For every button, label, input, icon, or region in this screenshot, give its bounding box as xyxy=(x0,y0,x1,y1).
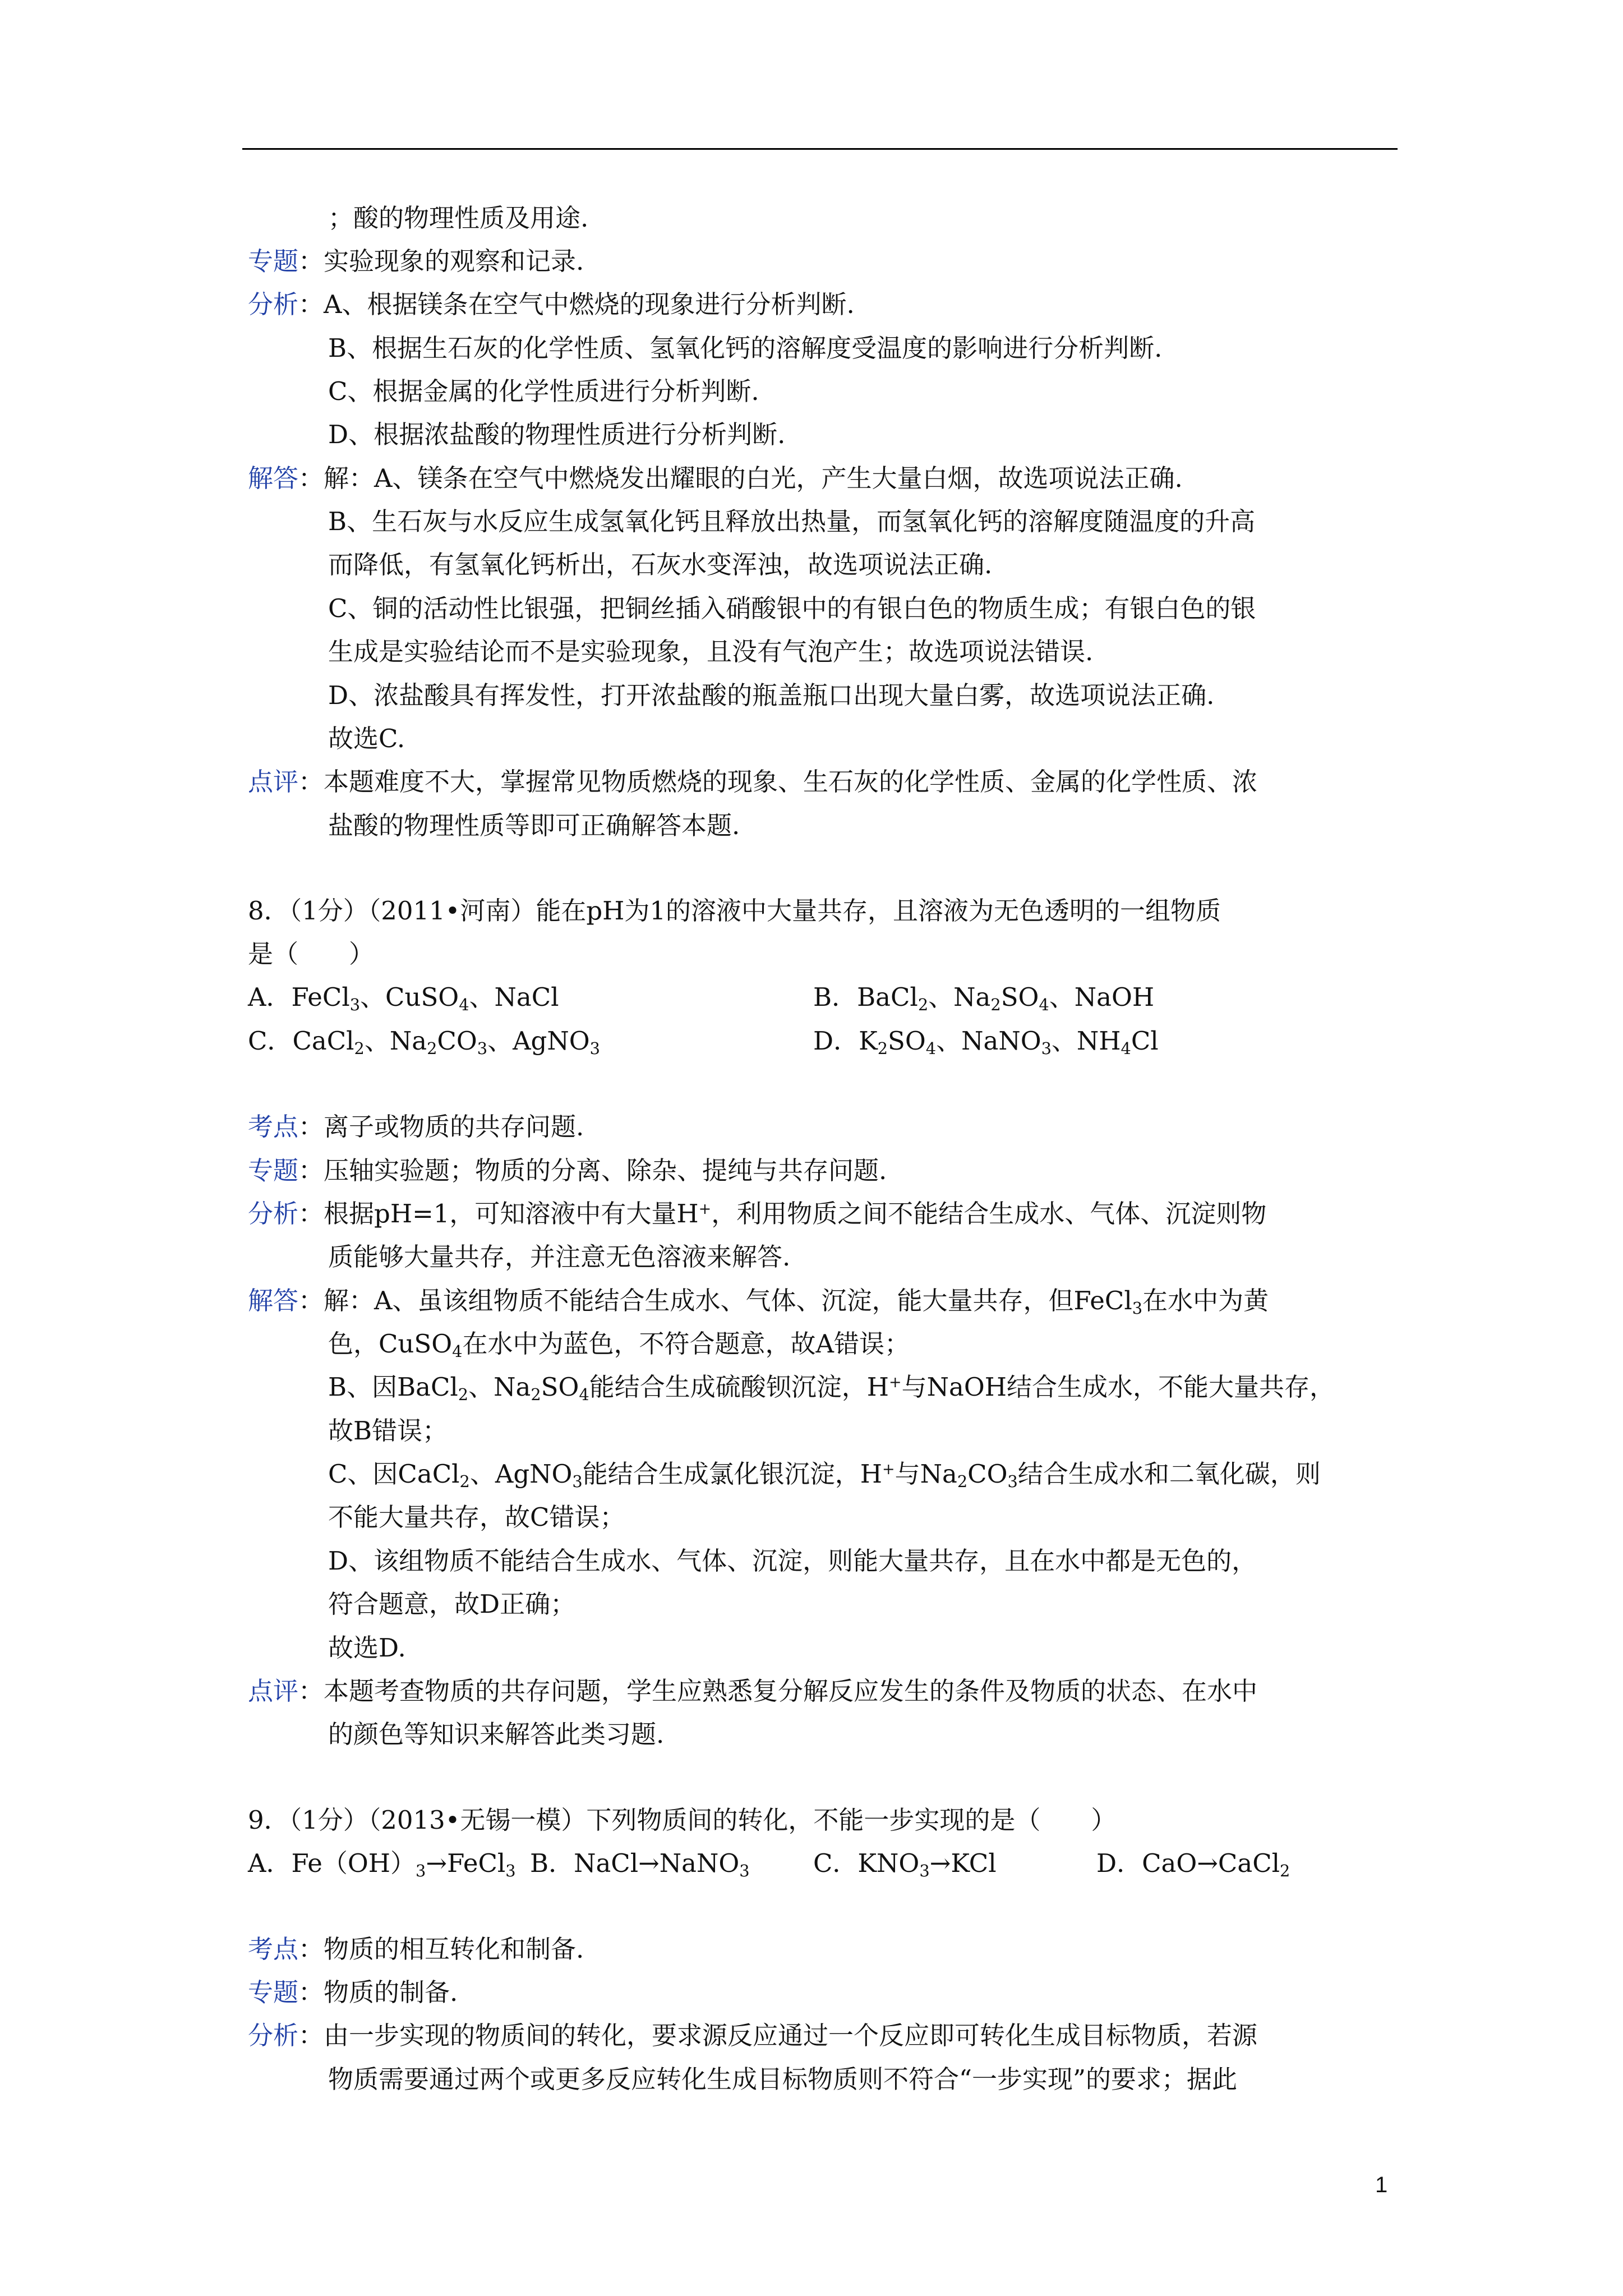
label-zhuanti: 专题 xyxy=(248,1977,299,2007)
q8-kaodian: 考点：离子或物质的共存问题. xyxy=(248,1112,584,1142)
q7-dianping-line-2: 盐酸的物理性质等即可正确解答本题. xyxy=(328,811,740,840)
label-jieda: 解答 xyxy=(248,1286,299,1315)
label-kaodian: 考点 xyxy=(248,1934,299,1964)
q8-option-a: A．FeCl$_3$、CuSO$_4$、NaCl xyxy=(248,982,559,1015)
q8-stem-line-2: 是（ ） xyxy=(248,939,375,969)
label-fenxi: 分析 xyxy=(248,2021,299,2050)
label-dianping: 点评 xyxy=(248,1676,299,1706)
q8-jieda-line-7: D、该组物质不能结合生成水、气体、沉淀，则能大量共存，且在水中都是无色的， xyxy=(328,1546,1257,1576)
q9-option-c: C．$KNO_3\to KCl$ xyxy=(813,1848,997,1881)
q7-fenxi-line-1: 分析：A、根据镁条在空气中燃烧的现象进行分析判断. xyxy=(248,289,855,319)
q8-option-d: D．$K_2SO_4$、NaNO$_3$、$NH_4Cl$ xyxy=(813,1026,1159,1059)
q8-jieda-line-3: B、因BaCl$_2$、$Na_2SO_4$能结合生成硫酸钡沉淀，H+与NaOH结合生成水，不能大量共存， xyxy=(328,1372,1335,1405)
q9-option-d: D．CaO→CaCl$_2$ xyxy=(1096,1848,1290,1881)
q7-jieda-line-1: 解答：解：A、镁条在空气中燃烧发出耀眼的白光，产生大量白烟，故选项说法正确. xyxy=(248,463,1183,493)
header-rule xyxy=(242,148,1398,150)
q9-fenxi-line-2: 物质需要通过两个或更多反应转化生成目标物质则不符合“一步实现”的要求；据此 xyxy=(328,2064,1238,2094)
q7-jieda-line-2: B、生石灰与水反应生成氢氧化钙且释放出热量，而氢氧化钙的溶解度随温度的升高 xyxy=(328,507,1256,536)
label-fenxi: 分析 xyxy=(248,289,299,319)
q9-option-b: B．NaCl→NaNO$_3$ xyxy=(530,1848,750,1881)
q7-jieda-line-5: 生成是实验结论而不是实验现象，且没有气泡产生；故选项说法错误. xyxy=(328,637,1094,666)
q8-jieda-line-4: 故B错误； xyxy=(328,1416,448,1446)
q7-fenxi-line-3: C、根据金属的化学性质进行分析判断. xyxy=(328,376,759,406)
q7-zhuanti: 专题：实验现象的观察和记录. xyxy=(248,246,584,276)
q8-jieda-line-2: 色，CuSO$_4$在水中为蓝色，不符合题意，故A错误； xyxy=(328,1329,910,1361)
q8-zhuanti: 专题：压轴实验题；物质的分离、除杂、提纯与共存问题. xyxy=(248,1156,887,1185)
q7-fenxi-line-2: B、根据生石灰的化学性质、氢氧化钙的溶解度受温度的影响进行分析判断. xyxy=(328,333,1163,363)
q8-option-c: C．CaCl$_2$、$Na_2CO_3$、AgNO$_3$ xyxy=(248,1026,600,1059)
q7-kaodian-continuation: ；酸的物理性质及用途. xyxy=(328,203,589,233)
q8-jieda-line-8: 符合题意，故D正确； xyxy=(328,1589,576,1619)
q7-jieda-line-6: D、浓盐酸具有挥发性，打开浓盐酸的瓶盖瓶口出现大量白雾，故选项说法正确. xyxy=(328,680,1215,710)
q7-dianping-line-1: 点评：本题难度不大，掌握常见物质燃烧的现象、生石灰的化学性质、金属的化学性质、浓 xyxy=(248,767,1258,797)
q8-dianping-line-1: 点评：本题考查物质的共存问题，学生应熟悉复分解反应发生的条件及物质的状态、在水中 xyxy=(248,1676,1258,1706)
q7-jieda-line-7: 故选C. xyxy=(328,724,405,753)
q9-zhuanti: 专题：物质的制备. xyxy=(248,1977,458,2007)
q9-fenxi-line-1: 分析：由一步实现的物质间的转化，要求源反应通过一个反应即可转化生成目标物质，若源 xyxy=(248,2021,1258,2050)
q8-option-b: B．BaCl$_2$、$Na_2SO_4$、NaOH xyxy=(813,982,1155,1015)
q8-jieda-line-6: 不能大量共存，故C错误； xyxy=(328,1502,625,1532)
q8-stem-line-1: 8．（1分）（2011•河南）能在pH为1的溶液中大量共存，且溶液为无色透明的一组物质 xyxy=(248,896,1221,926)
label-jieda: 解答 xyxy=(248,463,299,493)
label-dianping: 点评 xyxy=(248,767,299,797)
q9-stem: 9．（1分）（2013•无锡一模）下列物质间的转化，不能一步实现的是（ ） xyxy=(248,1805,1117,1835)
label-kaodian: 考点 xyxy=(248,1112,299,1142)
q8-dianping-line-2: 的颜色等知识来解答此类习题. xyxy=(328,1719,665,1749)
q7-fenxi-line-4: D、根据浓盐酸的物理性质进行分析判断. xyxy=(328,420,786,449)
q8-jieda-line-1: 解答：解：A、虽该组物质不能结合生成水、气体、沉淀，能大量共存，但FeCl$_3$在水中为黄 xyxy=(248,1286,1269,1318)
q8-fenxi-line-1: 分析：根据pH=1，可知溶液中有大量H+，利用物质之间不能结合生成水、气体、沉淀则物 xyxy=(248,1199,1267,1228)
q7-jieda-line-4: C、铜的活动性比银强，把铜丝插入硝酸银中的有银白色的物质生成；有银白色的银 xyxy=(328,593,1256,623)
label-fenxi: 分析 xyxy=(248,1199,299,1228)
q8-jieda-line-5: C、因CaCl$_2$、AgNO$_3$能结合生成氯化银沉淀，H+与$Na_2CO_3$结合生成水和二氧化碳，则 xyxy=(328,1459,1321,1492)
q8-jieda-line-9: 故选D. xyxy=(328,1633,406,1663)
q9-kaodian: 考点：物质的相互转化和制备. xyxy=(248,1934,584,1964)
q9-option-a: A．$Fe(OH)_3\to FeCl_3$ xyxy=(248,1848,516,1881)
q8-fenxi-line-2: 质能够大量共存，并注意无色溶液来解答. xyxy=(328,1242,791,1272)
page-number: 1 xyxy=(1375,2173,1388,2197)
q7-jieda-line-3: 而降低，有氢氧化钙析出，石灰水变浑浊，故选项说法正确. xyxy=(328,550,993,579)
label-zhuanti: 专题 xyxy=(248,1156,299,1185)
label-zhuanti: 专题 xyxy=(248,246,299,276)
